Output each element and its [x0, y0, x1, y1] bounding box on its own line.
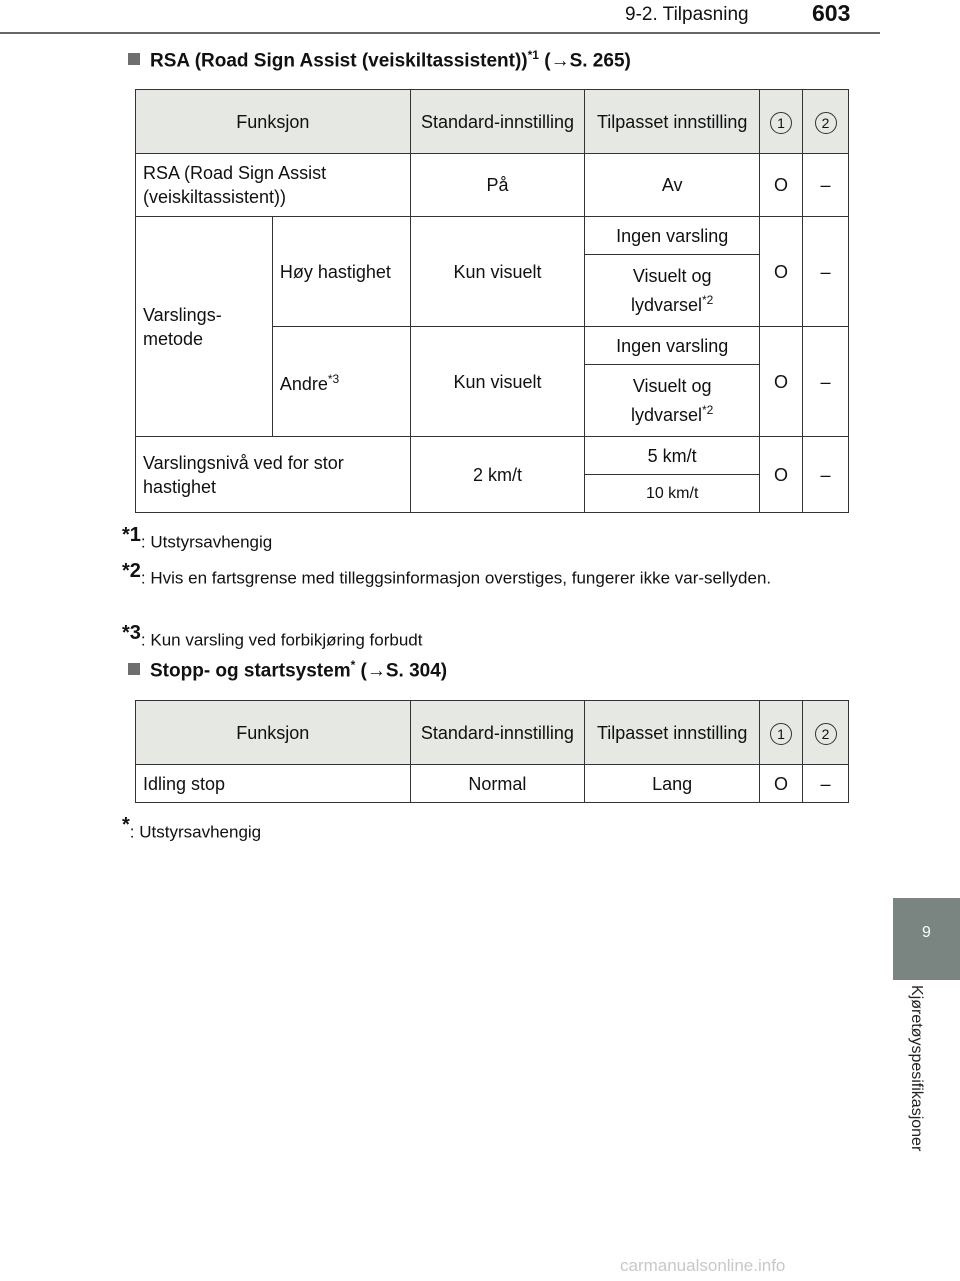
section1-ref[interactable]: (→S. 265)	[544, 50, 631, 72]
cell-dash: –	[803, 217, 849, 327]
cell-speed-level: Varslingsnivå ved for stor hastighet	[136, 437, 411, 513]
footnote-text: : Utstyrsavhengig	[129, 822, 262, 842]
cell-visual-sound	[585, 365, 760, 437]
cell-dash: –	[803, 154, 849, 217]
section2-ref[interactable]: (→S. 304)	[360, 660, 448, 682]
footnote-3	[122, 620, 842, 654]
square-bullet-icon	[128, 663, 140, 675]
cell-o: O	[760, 437, 803, 513]
footnote-section2	[122, 812, 842, 846]
header-default: Standard-innstilling	[410, 90, 585, 154]
cell-dash: –	[803, 437, 849, 513]
table-row	[136, 154, 849, 217]
footnote-mark: *2	[122, 560, 141, 582]
section2-heading	[128, 658, 447, 682]
cell-visual-sound	[585, 255, 760, 327]
section1-sup: *1	[527, 48, 539, 62]
header-function: Funksjon	[136, 701, 411, 765]
cell-visual-only: Kun visuelt	[410, 327, 585, 437]
visual-sound-sup: *2	[702, 293, 714, 307]
page-number: 603	[812, 0, 851, 26]
watermark: carmanualsonline.info	[620, 1256, 786, 1275]
cell-o: O	[760, 154, 803, 217]
cell-warn-method: Varslings-metode	[136, 217, 273, 437]
cell-default: Normal	[410, 765, 585, 803]
circle-1-icon: 1	[770, 112, 792, 134]
cell-custom: Lang	[585, 765, 760, 803]
stop-start-table	[135, 700, 849, 803]
chapter-tab: 9	[893, 898, 960, 980]
circle-2-icon: 2	[815, 723, 837, 745]
cell-o: O	[760, 765, 803, 803]
visual-sound-sup: *2	[702, 403, 714, 417]
footnote-1	[122, 522, 842, 556]
chapter-title	[905, 985, 925, 1205]
square-bullet-icon	[128, 53, 140, 65]
cell-other	[272, 327, 410, 437]
circle-2-icon: 2	[815, 112, 837, 134]
cell-default: På	[410, 154, 585, 217]
visual-sound-text: Visuelt og lydvarsel	[630, 266, 712, 315]
visual-sound-text: Visuelt og lydvarsel	[630, 376, 712, 425]
footnote-mark: *	[122, 814, 130, 836]
other-sup: *3	[327, 372, 340, 386]
footnote-text: : Utstyrsavhengig	[140, 532, 273, 552]
table-header-row	[136, 90, 849, 154]
section-label: 9-2. Tilpasning	[625, 4, 749, 25]
header-default: Standard-innstilling	[410, 701, 585, 765]
section1-title: RSA (Road Sign Assist (veiskiltassistent))	[150, 50, 528, 72]
cell-visual-only: Kun visuelt	[410, 217, 585, 327]
header-function: Funksjon	[136, 90, 411, 154]
table-header-row	[136, 701, 849, 765]
chapter-title-text: Kjøretøyspesifikasjoner	[908, 985, 925, 1152]
cell-speed-opt2: 10 km/t	[585, 475, 760, 513]
footnote-mark: *3	[122, 622, 141, 644]
section2-title: Stopp- og startsystem	[150, 660, 351, 682]
section1-heading	[128, 48, 631, 72]
cell-no-warning: Ingen varsling	[585, 327, 760, 365]
circle-1-icon: 1	[770, 723, 792, 745]
table-row	[136, 765, 849, 803]
cell-custom: Av	[585, 154, 760, 217]
header-rule	[0, 32, 880, 34]
other-text: Andre	[279, 374, 328, 394]
cell-idling-stop: Idling stop	[136, 765, 411, 803]
cell-speed-default: 2 km/t	[410, 437, 585, 513]
header-custom: Tilpasset innstilling	[585, 90, 760, 154]
section2-sup: *	[350, 658, 356, 672]
footnote-text: : Kun varsling ved forbikjøring forbudt	[140, 630, 423, 650]
cell-dash: –	[803, 765, 849, 803]
cell-dash: –	[803, 327, 849, 437]
cell-speed-opt1: 5 km/t	[585, 437, 760, 475]
cell-high-speed: Høy hastighet	[272, 217, 410, 327]
cell-o: O	[760, 217, 803, 327]
cell-o: O	[760, 327, 803, 437]
rsa-table	[135, 89, 849, 513]
table-row	[136, 437, 849, 475]
table-row	[136, 217, 849, 255]
footnote-mark: *1	[122, 524, 141, 546]
cell-no-warning: Ingen varsling	[585, 217, 760, 255]
page-header	[0, 0, 960, 40]
header-custom: Tilpasset innstilling	[585, 701, 760, 765]
footnote-text: : Hvis en fartsgrense med tilleggsinformasjon overstiges, fungerer ikke var-sellyden.	[140, 568, 772, 588]
cell-rsa: RSA (Road Sign Assist (veiskiltassistent))	[136, 154, 411, 217]
footnote-2	[122, 558, 842, 592]
